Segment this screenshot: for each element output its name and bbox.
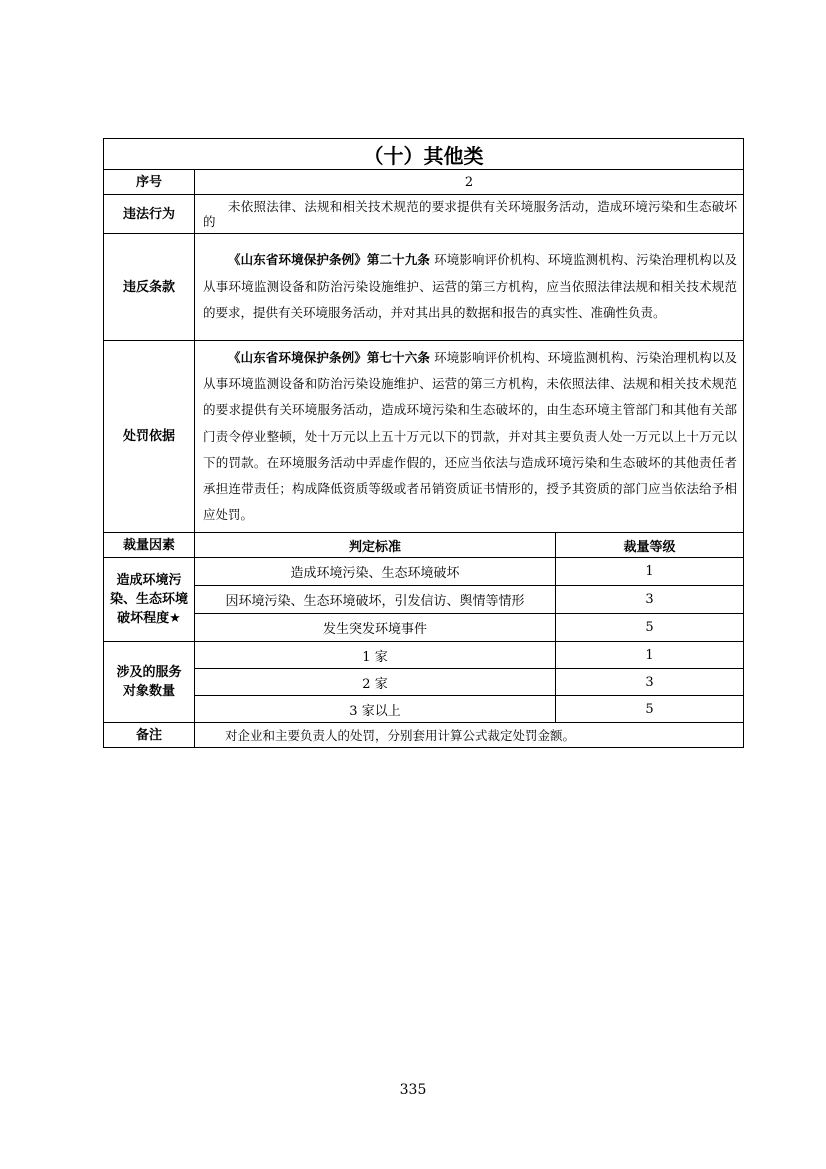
penalty-label: 处罚依据: [104, 341, 195, 533]
criterion-cell: 2 家: [195, 669, 556, 696]
violation-text: 未依照法律、法规和相关技术规范的要求提供有关环境服务活动，造成环境污染和生态破坏的: [203, 199, 738, 229]
level-cell: 1: [556, 558, 744, 586]
clause-label: 违反条款: [104, 234, 195, 341]
criteria-header: 判定标准: [195, 533, 556, 558]
clause-article: 《山东省环境保护条例》第二十九条: [228, 252, 431, 268]
violation-cell: [195, 195, 744, 234]
criterion-cell: 因环境污染、生态环境破坏，引发信访、舆情等情形: [195, 586, 556, 614]
level-cell: 5: [556, 696, 744, 723]
note-label: 备注: [104, 723, 195, 748]
criterion-cell: 3 家以上: [195, 696, 556, 723]
note-text: 对企业和主要负责人的处罚，分别套用计算公式裁定处罚金额。: [195, 723, 744, 748]
penalty-article: 《山东省环境保护条例》第七十六条: [228, 350, 431, 365]
level-cell: 3: [556, 586, 744, 614]
level-header: 裁量等级: [556, 533, 744, 558]
criterion-cell: 造成环境污染、生态环境破坏: [195, 558, 556, 586]
factor-name: 涉及的服务对象数量: [104, 642, 195, 723]
factor-header: 裁量因素: [104, 533, 195, 558]
factor-name: 造成环境污染、生态环境破坏程度★: [104, 558, 195, 642]
page-number: 335: [399, 1082, 427, 1098]
discretion-table: [103, 138, 744, 748]
serial-value: 2: [195, 170, 744, 195]
clause-text: 环境影响评价机构、环境监测机构、污染治理机构以及从事环境监测设备和防治污染设施维护、运营的第三方机构，应当依照法律法规和相关技术规范的要求，提供有关环境服务活动，并对其出具的数据和报告的真实性、准确性负责。: [203, 252, 738, 321]
penalty-cell: [195, 341, 744, 533]
criterion-cell: 1 家: [195, 642, 556, 669]
level-cell: 3: [556, 669, 744, 696]
penalty-text: 环境影响评价机构、环境监测机构、污染治理机构以及从事环境监测设备和防治污染设施维护、运营的第三方机构，未依照法律、法规和相关技术规范的要求提供有关环境服务活动，造成环境污染和生态破坏的，由生态环境主管部门和其他有关部门责令停业整顿，处十万元以上五十万元以下的罚款，并对其主要负责人处一万元以上十万元以下的罚款。在环境服务活动中弄虚作假的，还应当依法与造成环境污染和生态破坏的其他责任者承担连带责任；构成降低资质等级或者吊销资质证书情形的，授予其资质的部门应当依法给予相应处罚。: [203, 350, 738, 523]
section-title: （十）其他类: [104, 139, 744, 170]
level-cell: 1: [556, 642, 744, 669]
clause-cell: [195, 234, 744, 341]
serial-label: 序号: [104, 170, 195, 195]
violation-label: 违法行为: [104, 195, 195, 234]
criterion-cell: 发生突发环境事件: [195, 614, 556, 642]
level-cell: 5: [556, 614, 744, 642]
